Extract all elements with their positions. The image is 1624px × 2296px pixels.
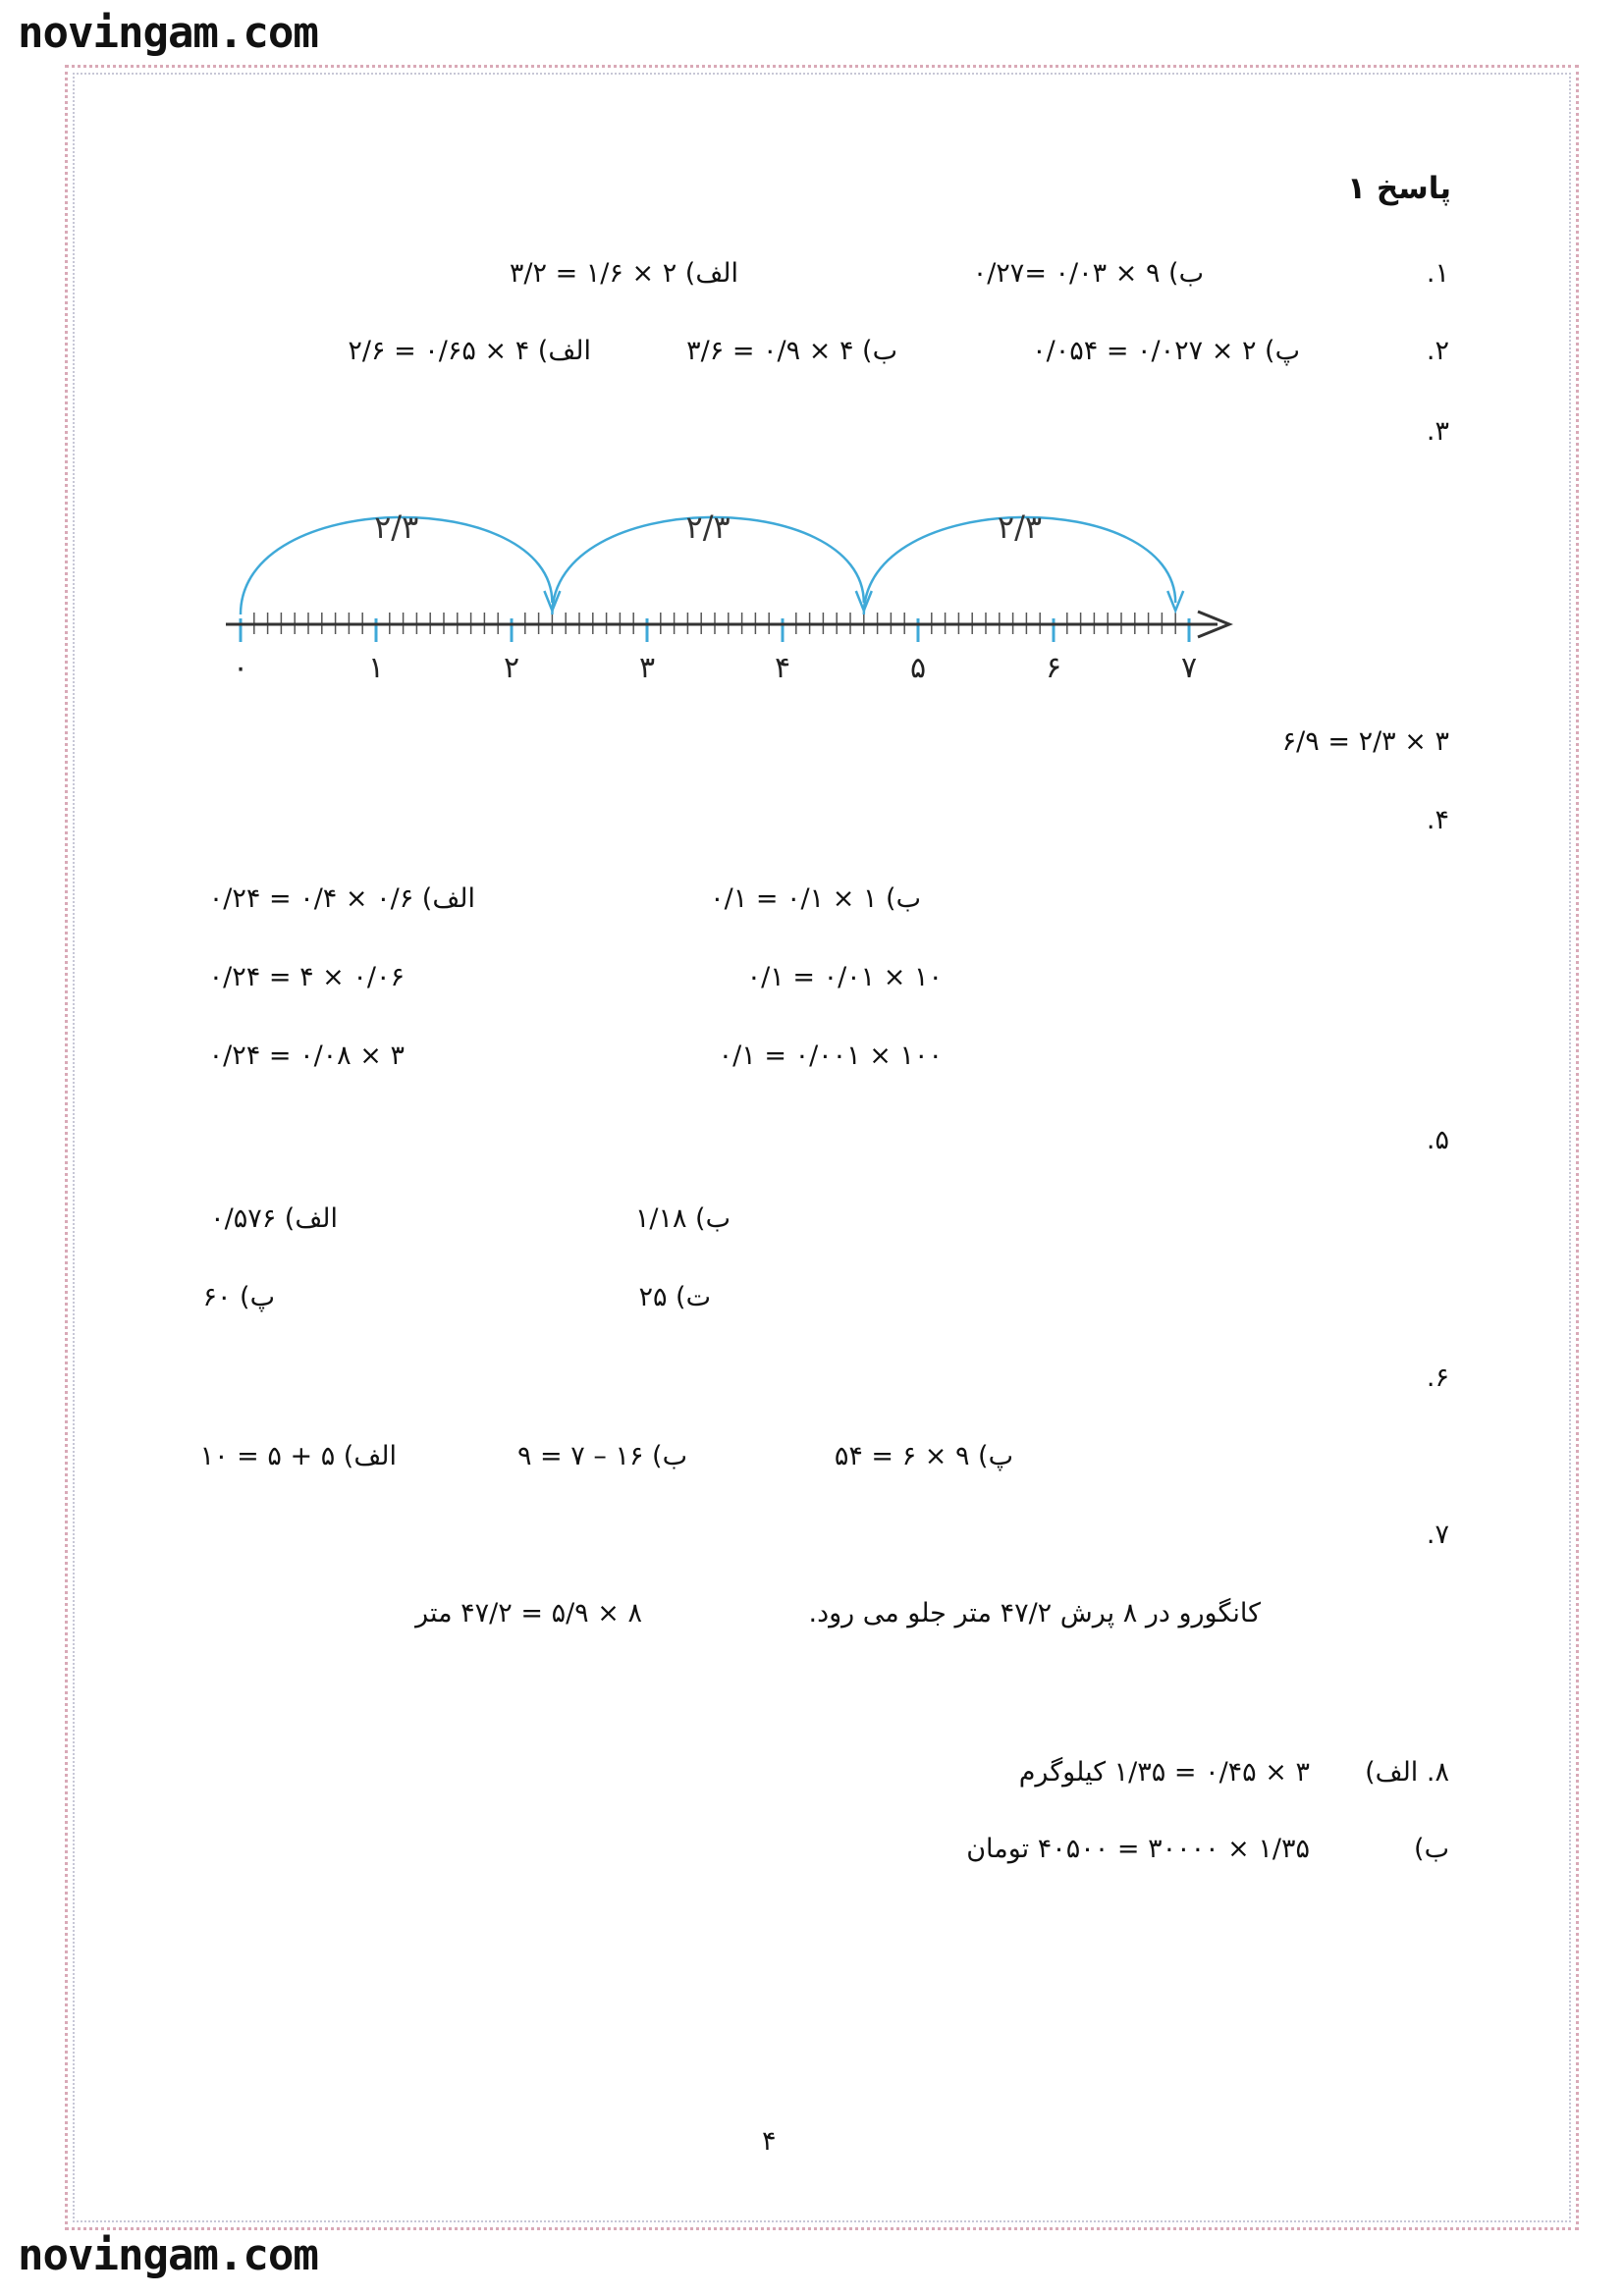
q1-part-a: الف) ۲ × ۱/۶ = ۳/۲ xyxy=(509,258,738,289)
q5-part-a: الف) ۰/۵۷۶ xyxy=(210,1203,338,1234)
q4-a-line-3: ۳ × ۰/۰۸ = ۰/۲۴ xyxy=(208,1041,405,1071)
q1-part-b: ب) ۹ × ۰/۰۳ =۰/۲۷ xyxy=(972,258,1204,289)
q2-number: ۲. xyxy=(1426,336,1449,366)
q3-number: ۳. xyxy=(1426,416,1449,447)
q8-number-a: ۸. الف) xyxy=(1365,1757,1449,1788)
q4-a-line-2: ۰/۰۶ × ۴ = ۰/۲۴ xyxy=(208,962,405,992)
q5-part-b: ب) ۱/۱۸ xyxy=(634,1203,731,1234)
q1-number: ۱. xyxy=(1426,258,1449,289)
tick-label: ۲ xyxy=(503,651,520,685)
q5-part-d: ت) ۲۵ xyxy=(638,1282,711,1312)
number-line-figure xyxy=(226,477,1247,691)
watermark-bottom: novingam.com xyxy=(18,2230,318,2280)
tick-label: ۳ xyxy=(638,651,656,685)
page-title: پاسخ ۱ xyxy=(1347,171,1451,206)
q4-b-line-3: ۱۰۰ × ۰/۰۰۱ = ۰/۱ xyxy=(718,1041,943,1071)
q6-number: ۶. xyxy=(1426,1362,1449,1393)
jump-label: ۲/۳ xyxy=(997,508,1043,546)
tick-label: ۵ xyxy=(909,651,927,685)
q4-number: ۴. xyxy=(1426,805,1449,835)
q5-part-c: پ) ۶۰ xyxy=(202,1282,275,1312)
q4-b-line-2: ۱۰ × ۰/۰۱ = ۰/۱ xyxy=(746,962,943,992)
q2-part-c: پ) ۲ × ۰/۰۲۷ = ۰/۰۵۴ xyxy=(1032,336,1300,366)
q6-part-a: الف) ۵ + ۵ = ۱۰ xyxy=(199,1441,397,1471)
tick-label: ۷ xyxy=(1180,651,1198,685)
q3-result: ۳ × ۲/۳ = ۶/۹ xyxy=(1281,726,1449,757)
q8-part-b: ۱/۳۵ × ۳۰۰۰۰ = ۴۰۵۰۰ تومان xyxy=(966,1834,1310,1864)
q6-part-c: پ) ۹ × ۶ = ۵۴ xyxy=(834,1441,1013,1471)
q2-part-a: الف) ۴ × ۰/۶۵ = ۲/۶ xyxy=(348,336,591,366)
jump-label: ۲/۳ xyxy=(685,508,731,546)
page-number: ۴ xyxy=(762,2126,777,2157)
q8-part-a: ۳ × ۰/۴۵ = ۱/۳۵ کیلوگرم xyxy=(1018,1757,1310,1788)
q4-b-line-1: ب) ۱ × ۰/۱ = ۰/۱ xyxy=(710,883,921,914)
q5-number: ۵. xyxy=(1426,1125,1449,1155)
q4-a-line-1: الف) ۰/۶ × ۰/۴ = ۰/۲۴ xyxy=(208,883,475,914)
q7-sentence: کانگورو در ۸ پرش ۴۷/۲ متر جلو می رود. xyxy=(808,1598,1261,1629)
tick-label: ۰ xyxy=(232,651,249,685)
q2-part-b: ب) ۴ × ۰/۹ = ۳/۶ xyxy=(686,336,897,366)
tick-label: ۴ xyxy=(774,651,791,685)
watermark-top: novingam.com xyxy=(18,8,318,58)
tick-label: ۱ xyxy=(367,651,385,685)
q6-part-b: ب) ۱۶ – ۷ = ۹ xyxy=(516,1441,687,1471)
jump-label: ۲/۳ xyxy=(374,508,419,546)
q7-calculation: ۸ × ۵/۹ = ۴۷/۲ متر xyxy=(415,1598,642,1629)
decorative-page-border xyxy=(65,65,1579,2230)
q8-number-b: ب) xyxy=(1414,1834,1449,1864)
q7-number: ۷. xyxy=(1426,1520,1449,1550)
tick-label: ۶ xyxy=(1045,651,1062,685)
